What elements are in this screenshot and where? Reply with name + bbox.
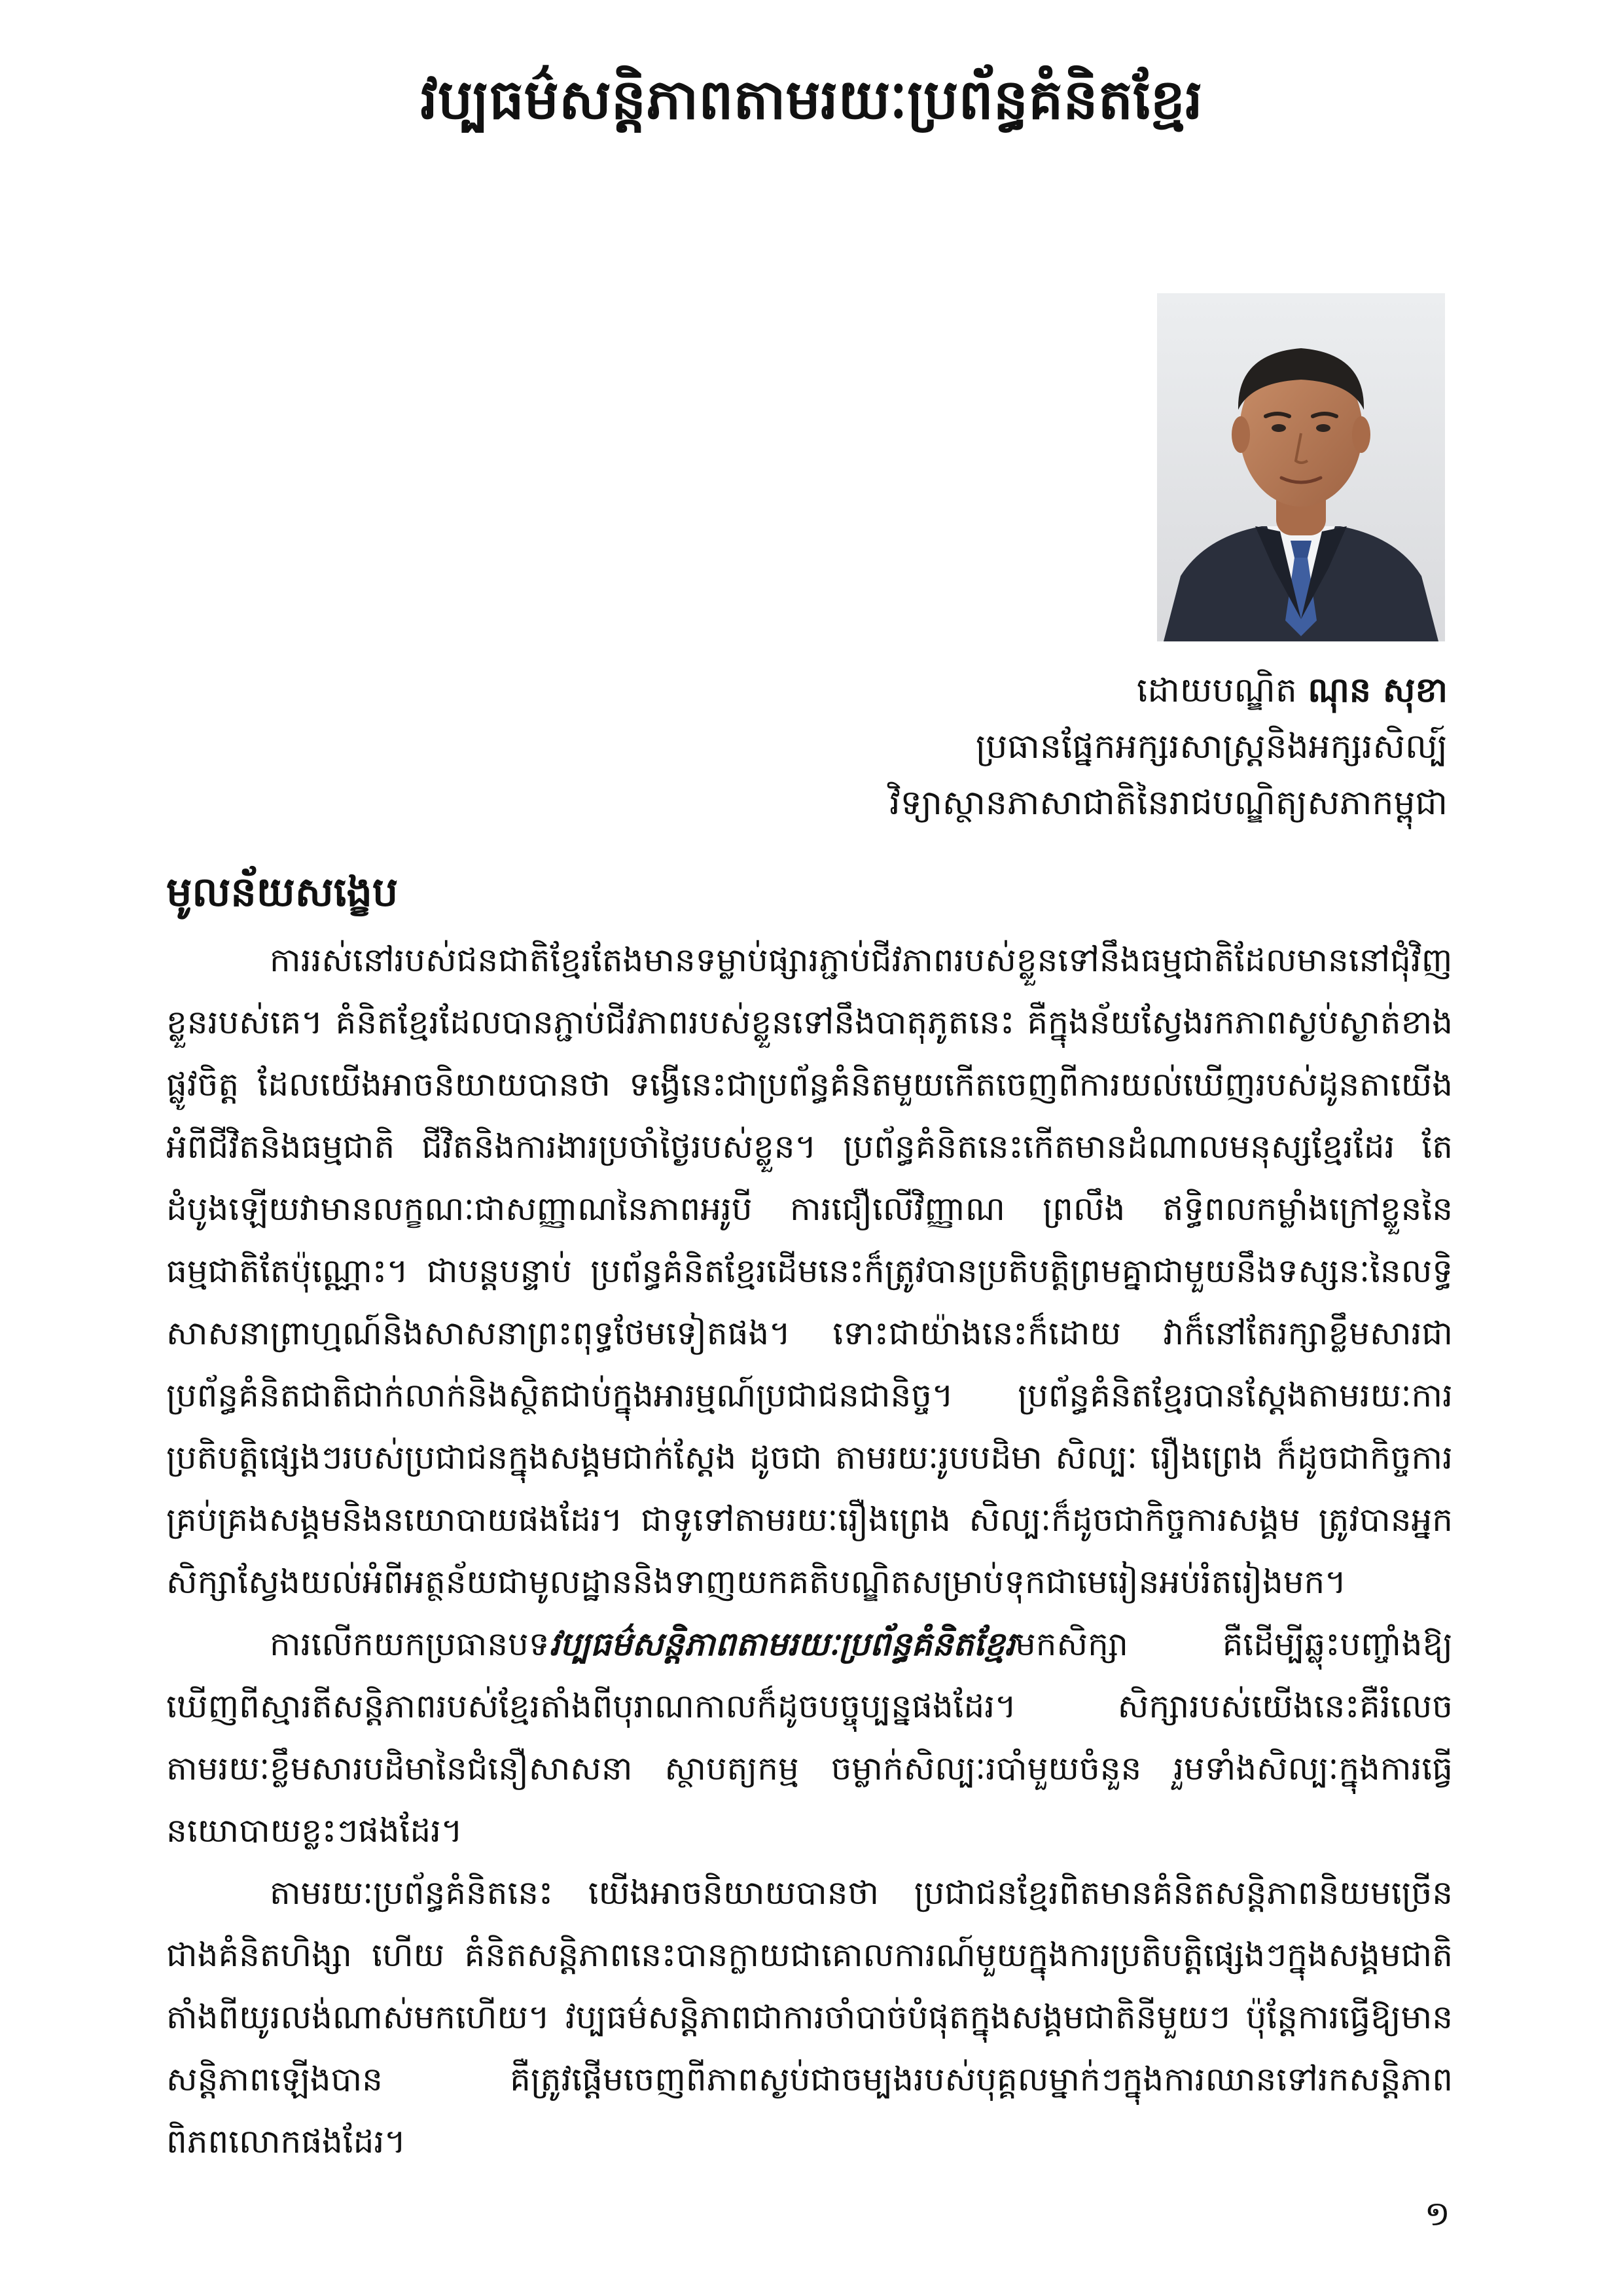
- paragraph-2: [166, 1613, 1453, 1862]
- author-name: ណុន សុខា: [1308, 671, 1448, 710]
- page-number: ១: [1424, 2195, 1450, 2234]
- author-institution: វិទ្យាស្ថានភាសាជាតិនៃរាជបណ្ឌិត្យសភាកម្ពុជា: [889, 783, 1448, 823]
- author-position: ប្រធានផ្នែកអក្សរសាស្រ្តនិងអក្សរសិល្ប៍: [975, 727, 1448, 766]
- section-heading: មូលន័យសង្ខេប: [166, 868, 399, 916]
- author-byline: [597, 662, 1448, 719]
- byline-prefix: ដោយបណ្ឌិត: [1136, 671, 1297, 710]
- author-info: [597, 662, 1448, 831]
- paragraph-3: តាមរយៈប្រព័ន្ធគំនិតនេះ យើងអាចនិយាយបានថា ប្រជាជនខ្មែរពិតមានគំនិតសន្តិភាពនិយមច្រើនជាងគំនិតហិង្សា ហើយ គំនិតសន្តិភាពនេះបានក្លាយជាគោលការណ៍មួយក្នុងការប្រតិបត្តិផ្សេងៗក្នុងសង្គមជាតិតាំងពីយូរលង់ណាស់មកហើយ។ វប្បធម៌សន្តិភាពជាការចាំបាច់បំផុតក្នុងសង្គមជាតិនីមួយៗ ប៉ុន្តែការធ្វើឱ្យមានសន្តិភាពឡើងបាន គឺត្រូវផ្តើមចេញពីភាពស្ងប់ជាចម្បងរបស់បុគ្គលម្នាក់ៗក្នុងការឈានទៅរកសន្តិភាពពិភពលោកផងដែរ។: [166, 1874, 1453, 2161]
- page-title: វប្បធម៌សន្តិភាពតាមរយៈប្រព័ន្ធគំនិតខ្មែរ: [420, 67, 1203, 132]
- abstract-body: [166, 929, 1453, 2173]
- paragraph-2-lead: ការលើកយកប្រធានបទ: [270, 1625, 550, 1663]
- paragraph-1: ការរស់នៅរបស់ជនជាតិខ្មែរតែងមានទម្លាប់ផ្សារភ្ជាប់ជីវភាពរបស់ខ្លួនទៅនឹងធម្មជាតិដែលមាននៅជុំវិញខ្លួនរបស់គេ។ គំនិតខ្មែរដែលបានភ្ជាប់ជីវភាពរបស់ខ្លួនទៅនឹងបាតុភូតនេះ គឺក្នុងន័យស្វែងរកភាពស្ងប់ស្ងាត់ខាងផ្លូវចិត្ត ដែលយើងអាចនិយាយបានថា ទង្វើនេះជាប្រព័ន្ធគំនិតមួយកើតចេញពីការយល់ឃើញរបស់ដូនតាយើងអំពីជីវិតនិងធម្មជាតិ ជីវិតនិងការងារប្រចាំថ្ងៃរបស់ខ្លួន។ ប្រព័ន្ធគំនិតនេះកើតមានដំណាលមនុស្សខ្មែរដែរ តែដំបូងឡើយវាមានលក្ខណៈជាសញ្ញាណនៃភាពអរូបី ការជឿលើវិញ្ញាណ ព្រលឹង ឥទ្ធិពលកម្លាំងក្រៅខ្លួននៃធម្មជាតិតែប៉ុណ្ណោះ។ ជាបន្តបន្ទាប់ ប្រព័ន្ធគំនិតខ្មែរដើមនេះក៏ត្រូវបានប្រតិបត្តិព្រមគ្នាជាមួយនឹងទស្សនៈនៃលទ្ធិសាសនាព្រាហ្មណ៍និងសាសនាព្រះពុទ្ធថែមទៀតផង។ ទោះជាយ៉ាងនេះក៏ដោយ វាក៏នៅតែរក្សាខ្លឹមសារជាប្រព័ន្ធគំនិតជាតិជាក់លាក់និងស្ថិតជាប់ក្នុងអារម្មណ៍ប្រជាជនជានិច្ច។ ប្រព័ន្ធគំនិតខ្មែរបានស្តែងតាមរយៈការប្រតិបត្តិផ្សេងៗរបស់ប្រជាជនក្នុងសង្គមជាក់ស្តែង ដូចជា តាមរយៈរូបបដិមា សិល្បៈ រឿងព្រេង ក៏ដូចជាកិច្ចការគ្រប់គ្រងសង្គមនិងនយោបាយផងដែរ។ ជាទូទៅតាមរយៈរឿងព្រេង សិល្បៈក៏ដូចជាកិច្ចការសង្គម ត្រូវបានអ្នកសិក្សាស្វែងយល់អំពីអត្ថន័យជាមូលដ្ឋាននិងទាញយកគតិបណ្ឌិតសម្រាប់ទុកជាមេរៀនអប់រំតរៀងមក។: [166, 941, 1453, 1601]
- author-portrait: [1157, 293, 1445, 641]
- portrait-illustration: [1157, 293, 1445, 641]
- paragraph-2-topic-title: វប្បធម៌សន្តិភាពតាមរយៈប្រព័ន្ធគំនិតខ្មែរ: [549, 1625, 1016, 1663]
- paragraph-2-rest: មកសិក្សា គឺដើម្បីឆ្លុះបញ្ចាំងឱ្យឃើញពីស្មារតីសន្តិភាពរបស់ខ្មែរតាំងពីបុរាណកាលក៏ដូចបច្ចុប្បន្នផងដែរ។ សិក្សារបស់យើងនេះគឺរំលេចតាមរយៈខ្លឹមសារបដិមានៃជំនឿសាសនា ស្ថាបត្យកម្ម ចម្លាក់សិល្បៈរបាំមួយចំនួន រួមទាំងសិល្បៈក្នុងការធ្វើនយោបាយខ្លះៗផងដែរ។: [166, 1625, 1453, 1850]
